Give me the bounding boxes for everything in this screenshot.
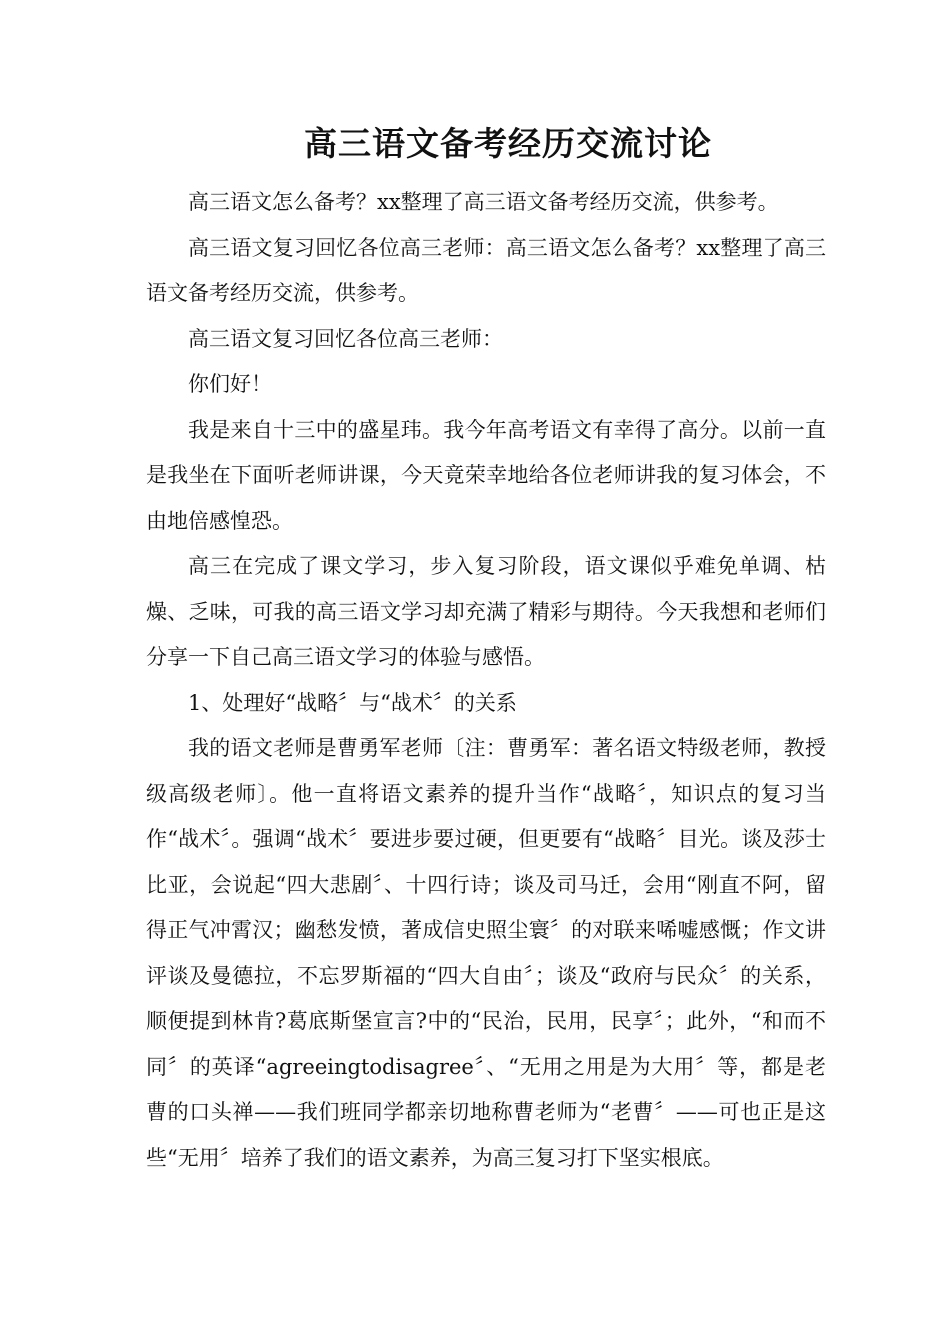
paragraph-intro: 高三语文怎么备考？xx整理了高三语文备考经历交流，供参考。 — [188, 190, 779, 214]
document-title: 高三语文备考经历交流讨论 — [304, 124, 712, 163]
document-body — [146, 180, 826, 1181]
paragraph-greeting: 你们好！ — [188, 372, 272, 396]
paragraph-salutation-title: 高三语文复习回忆各位高三老师： — [188, 326, 503, 351]
paragraph-teacher-method: 我的语文老师是曹勇军老师〔注：曹勇军：著名语文特级老师，教授级高级老师〕。他一直将语文素养的提升当作“战略〞，知识点的复习当作“战术〞。强调“战术〞要进步要过硬，但更要有“战略〞目光。谈及莎士比亚，会说起“四大悲剧〞、十四行诗；谈及司马迁，会用“刚直不阿，留得正气冲霄汉；幽愁发愤，著成信史照尘寰〞的对联来唏嘘感慨；作文讲评谈及曼德拉，不忘罗斯福的“四大自由〞；谈及“政府与民众〞的关系，顺便提到林肯?葛底斯堡宣言?中的“民治，民用，民享〞；此外，“和而不同〞的英译“agreeingtodisagree〞、“无用之用是为大用〞等，都是老曹的口头禅——我们班同学都亲切地称曹老师为“老曹〞——可也正是这些“无用〞培养了我们的语文素养，为高三复习打下坚实根底。 — [146, 736, 826, 1170]
paragraph-self-introduction: 我是来自十三中的盛星玮。我今年高考语文有幸得了高分。以前一直是我坐在下面听老师讲课，今天竟荣幸地给各位老师讲我的复习体会，不由地倍感惶恐。 — [146, 417, 826, 533]
paragraph-summary: 高三语文复习回忆各位高三老师：高三语文怎么备考？xx整理了高三语文备考经历交流，供参考。 — [146, 235, 826, 305]
paragraph-third-year-study: 高三在完成了课文学习，步入复习阶段，语文课似乎难免单调、枯燥、乏味，可我的高三语文学习却充满了精彩与期待。今天我想和老师们分享一下自己高三语文学习的体验与感悟。 — [146, 554, 826, 669]
section-heading-strategy-tactics: 1、处理好“战略〞与“战术〞的关系 — [188, 690, 517, 715]
